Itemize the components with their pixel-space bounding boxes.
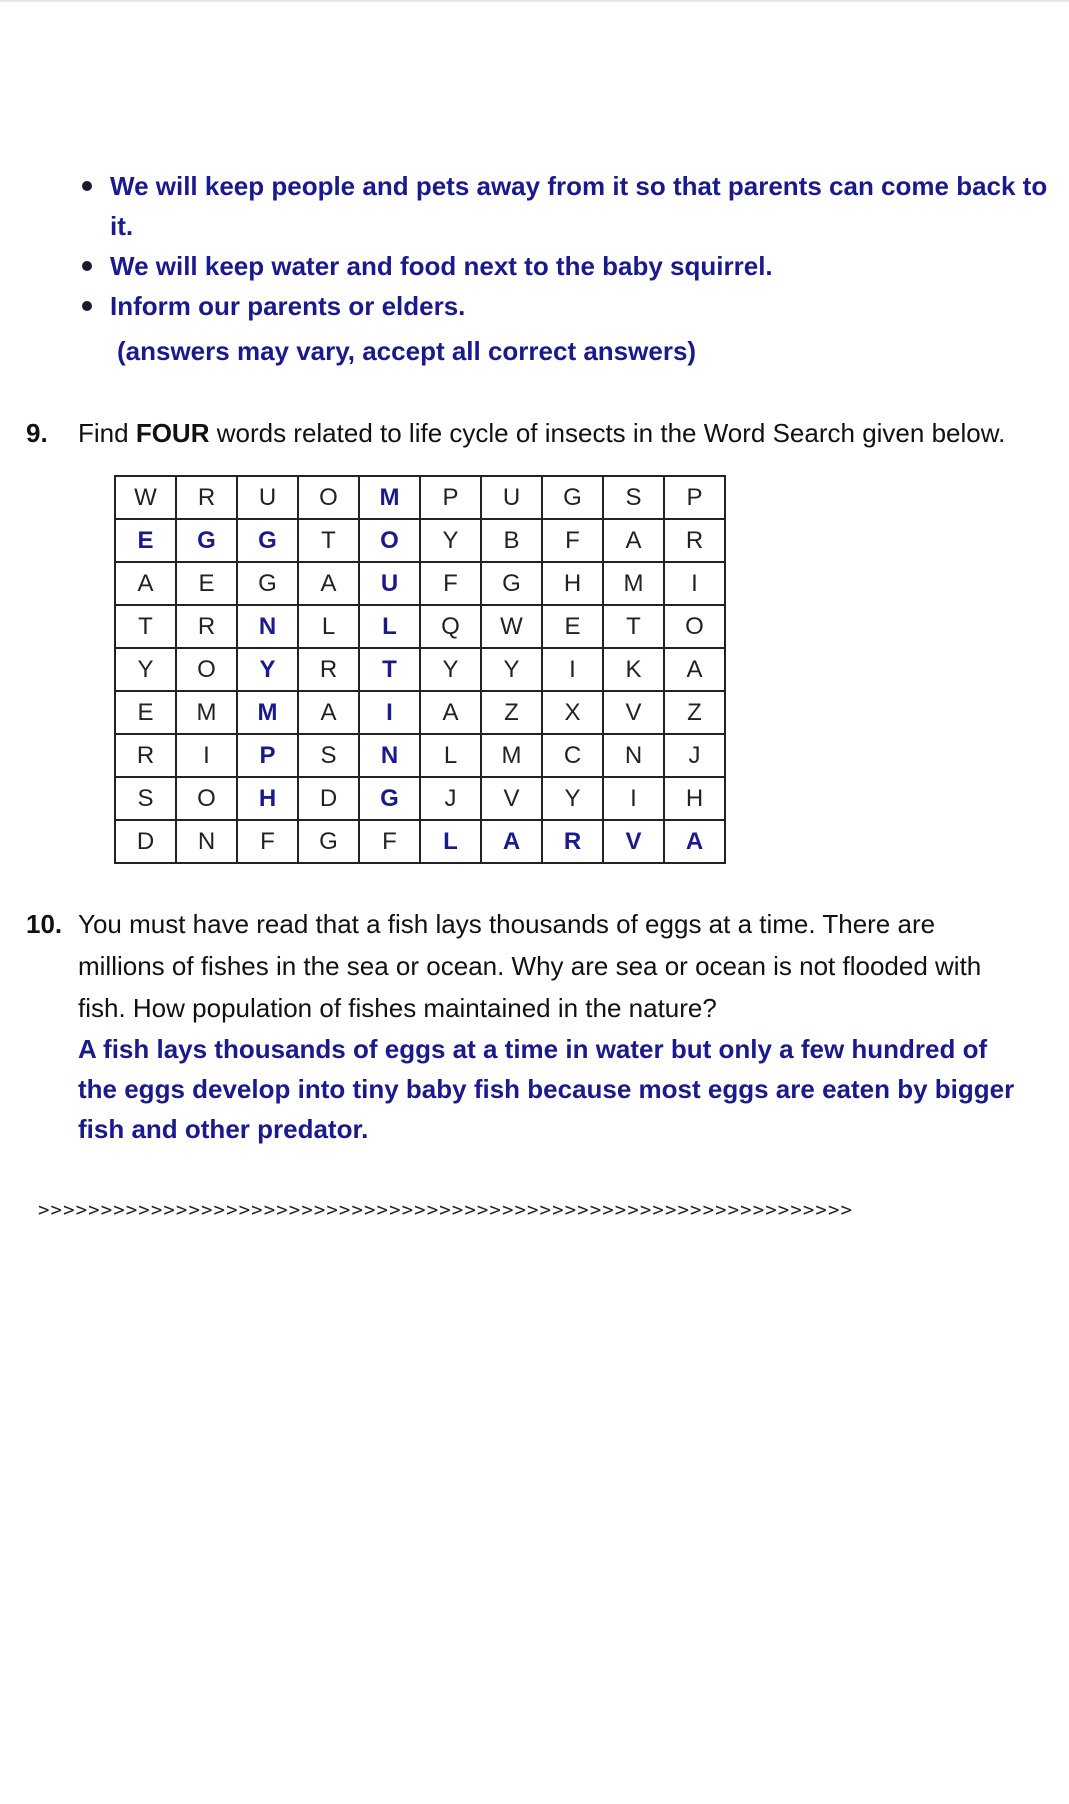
question-text-bold: FOUR [135,418,210,448]
grid-cell: A [481,820,542,863]
grid-cell: I [603,777,664,820]
grid-cell: H [664,777,725,820]
grid-row [115,648,725,691]
grid-cell: E [176,562,237,605]
grid-cell: C [542,734,603,777]
grid-cell: W [115,476,176,519]
question-line: You must have read that a fish lays thousands of eggs at a time. There are [78,909,936,939]
grid-cell: S [603,476,664,519]
grid-row [115,476,725,519]
grid-cell: R [115,734,176,777]
grid-cell: M [603,562,664,605]
grid-cell: F [237,820,298,863]
grid-cell: W [481,605,542,648]
grid-cell: D [115,820,176,863]
grid-cell: Z [664,691,725,734]
grid-cell: R [542,820,603,863]
section-divider: >>>>>>>>>>>>>>>>>>>>>>>>>>>>>>>>>>>>>>>>>>>>>>>>>>>>>>>>>>>>>>>>> [38,1199,854,1221]
bullet-text: Inform our parents or elders. [110,291,466,321]
bullet-item [78,166,1068,246]
grid-cell: A [664,820,725,863]
question-number: 10. [26,909,63,939]
grid-row [115,562,725,605]
grid-cell: V [603,691,664,734]
grid-cell: A [664,648,725,691]
grid-cell: Z [481,691,542,734]
grid-cell: J [664,734,725,777]
grid-cell: F [542,519,603,562]
top-rule [0,0,1069,2]
question-10-body [78,903,1068,1149]
grid-cell: I [176,734,237,777]
word-search-grid [114,475,726,864]
answers-may-vary-note: (answers may vary, accept all correct answers) [117,336,697,366]
grid-cell: I [664,562,725,605]
grid-row [115,519,725,562]
answer-line: A fish lays thousands of eggs at a time in water but only a few hundred of [78,1034,988,1064]
grid-row [115,734,725,777]
grid-cell: U [481,476,542,519]
grid-cell: M [176,691,237,734]
grid-cell: L [420,820,481,863]
grid-cell: A [298,562,359,605]
grid-cell: P [664,476,725,519]
grid-cell: N [359,734,420,777]
grid-cell: G [237,562,298,605]
grid-cell: G [359,777,420,820]
grid-cell: M [481,734,542,777]
grid-cell: A [115,562,176,605]
grid-cell: I [359,691,420,734]
grid-cell: Y [420,648,481,691]
grid-cell: U [359,562,420,605]
grid-cell: E [115,519,176,562]
grid-cell: B [481,519,542,562]
grid-cell: Y [237,648,298,691]
grid-cell: I [542,648,603,691]
answer-bullet-list [78,166,1068,326]
grid-cell: O [664,605,725,648]
question-line: fish. How population of fishes maintained in the nature? [78,993,717,1023]
grid-cell: D [298,777,359,820]
grid-cell: O [298,476,359,519]
grid-cell: R [664,519,725,562]
grid-cell: G [542,476,603,519]
grid-cell: O [176,648,237,691]
grid-cell: T [115,605,176,648]
grid-row [115,605,725,648]
grid-cell: L [298,605,359,648]
grid-cell: O [176,777,237,820]
grid-cell: A [298,691,359,734]
grid-cell: R [176,605,237,648]
grid-cell: Q [420,605,481,648]
grid-cell: Y [542,777,603,820]
grid-cell: N [603,734,664,777]
grid-cell: R [298,648,359,691]
grid-cell: U [237,476,298,519]
grid-cell: Y [481,648,542,691]
question-line: millions of fishes in the sea or ocean. Why are sea or ocean is not flooded with [78,951,982,981]
grid-cell: V [481,777,542,820]
grid-cell: X [542,691,603,734]
grid-row [115,691,725,734]
bullet-item [78,286,1068,326]
grid-cell: G [481,562,542,605]
grid-cell: N [237,605,298,648]
grid-cell: K [603,648,664,691]
grid-cell: Y [420,519,481,562]
bullet-text: We will keep people and pets away from it so that parents can come back to it. [110,171,1048,241]
grid-cell: S [115,777,176,820]
grid-cell: T [359,648,420,691]
grid-cell: J [420,777,481,820]
bullet-item [78,246,1068,286]
question-10 [26,903,1066,1144]
grid-cell: E [115,691,176,734]
grid-cell: R [176,476,237,519]
grid-cell: G [237,519,298,562]
grid-cell: L [420,734,481,777]
grid-cell: Y [115,648,176,691]
grid-cell: P [420,476,481,519]
grid-cell: N [176,820,237,863]
grid-cell: T [603,605,664,648]
grid-cell: F [359,820,420,863]
grid-cell: M [237,691,298,734]
question-text-suffix: words related to life cycle of insects in the Word Search given below. [209,418,1006,448]
question-9 [26,413,1066,453]
question-number: 9. [26,418,48,448]
grid-cell: A [420,691,481,734]
grid-row [115,820,725,863]
grid-cell: H [237,777,298,820]
grid-cell: V [603,820,664,863]
answer-line: the eggs develop into tiny baby fish because most eggs are eaten by bigger [78,1074,1015,1104]
grid-cell: T [298,519,359,562]
grid-cell: O [359,519,420,562]
grid-cell: P [237,734,298,777]
grid-row [115,777,725,820]
grid-cell: S [298,734,359,777]
grid-cell: L [359,605,420,648]
grid-cell: F [420,562,481,605]
answer-text [78,1029,1068,1149]
grid-cell: G [176,519,237,562]
grid-cell: M [359,476,420,519]
grid-cell: E [542,605,603,648]
grid-cell: H [542,562,603,605]
grid-cell: G [298,820,359,863]
question-text-prefix: Find [78,418,136,448]
grid-cell: A [603,519,664,562]
bullet-text: We will keep water and food next to the baby squirrel. [110,251,773,281]
answer-line: fish and other predator. [78,1114,369,1144]
